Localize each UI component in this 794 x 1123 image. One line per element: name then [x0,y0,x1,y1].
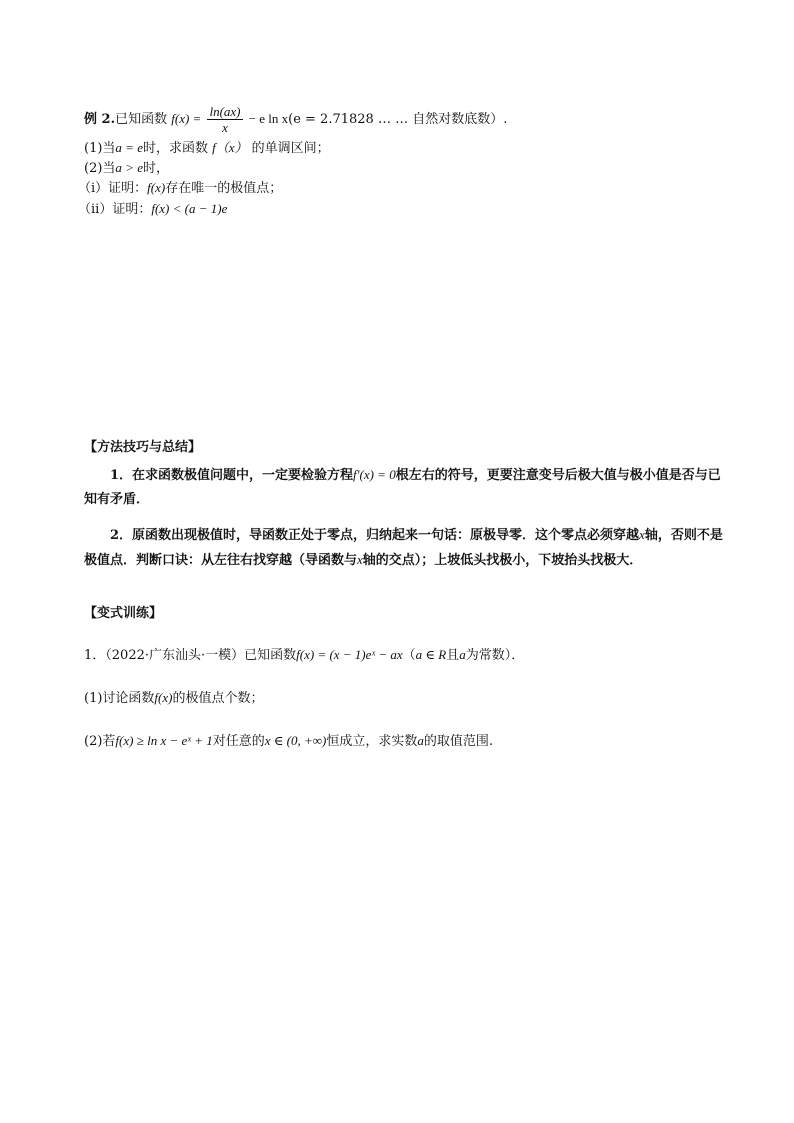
variant-question-2 [84,731,493,752]
q1-function: f（x） [212,140,248,155]
variant-q2-domain: x ∈ (0, +∞) [264,733,327,748]
sub2-prefix: （ii）证明： [78,202,152,217]
sub1-end: 存在唯一的极值点； [165,181,283,196]
fraction-numerator: ln(ax) [209,104,241,119]
question-2 [84,158,169,179]
q2-condition: a > e [115,160,143,175]
variant-q1-function: f(x) [154,690,173,705]
variant-a-var: a [459,647,466,662]
summary-heading: 【方法技巧与总结】 [84,440,202,455]
variant-function: f(x) = (x − 1)eˣ − ax [296,647,403,662]
variant-condition: a ∈ R [415,647,447,662]
fraction [207,104,242,135]
sub-question-i [78,178,282,199]
summary-p2-a: 2．原函数出现极值时，导函数正处于零点，归纳起来一句话：原极导零．这个零点必须穿越 [110,528,640,543]
x-axis-var-1: x [639,527,645,542]
variant-q2-a-var: a [417,733,424,748]
x-axis-var-2: x [357,552,363,567]
q1-prefix: (1)当 [84,141,116,156]
example-title-line [84,104,507,135]
summary-p2-c: 轴的交点）；上坡低头找极小，下坡抬头找极大． [362,553,643,568]
variant-problem-1 [84,645,524,666]
variant-p1-d: 为常数）． [465,648,525,663]
variant-q1-a: (1)讨论函数 [84,691,155,706]
fraction-denominator: x [222,120,228,135]
sub2-inequality: f(x) < (a − 1)e [151,201,228,216]
variant-q1-b: 的极值点个数； [172,691,264,706]
summary-p1-a: 1．在求函数极值问题中，一定要检验方程 [110,468,354,483]
minus-term: − e ln x [248,111,289,126]
summary-p1-b: 根左右的符号，更要注意变号后极大值与极小值是否与已知有矛盾． [84,468,721,507]
sub1-prefix: （i）证明： [78,181,148,196]
variant-q2-c: 恒成立，求实数 [326,734,418,749]
variant-q2-a: (2)若 [84,734,116,749]
question-1 [84,138,330,159]
q1-condition: a = e [115,140,143,155]
variant-heading: 【变式训练】 [84,606,163,621]
derivative-equation: f′(x) = 0 [353,467,396,482]
variant-p1-b: （ [402,648,416,663]
q2-prefix: (2)当 [84,161,116,176]
variant-q2-b: 对任意的 [212,734,265,749]
variant-p1-a: 1．（2022·广东汕头·一模）已知函数 [84,648,297,663]
summary-paragraph-1 [84,463,724,512]
variant-q2-inequality: f(x) ≥ ln x − eˣ + 1 [115,733,213,748]
sub-question-ii [78,199,227,220]
variant-p1-c: 且 [446,648,460,663]
variant-q2-d: 的取值范围. [423,734,493,749]
summary-paragraph-2 [84,523,724,573]
q1-mid: 时，求函数 [142,141,208,156]
q1-end: 的单调区间； [251,141,330,156]
e-definition: (e = 2.71828 … … 自然对数底数）. [288,112,508,127]
sub1-function: f(x) [147,180,166,195]
variant-question-1 [84,688,263,709]
q2-end: 时， [142,161,169,176]
example-label: 例 2. [84,112,116,127]
example-intro: 已知函数 [115,112,168,127]
fx-expr: f(x) = [171,111,202,126]
summary-p2-b: 轴，否则不是极值点．判断口诀：从左往右找穿越（导函数与 [84,528,723,568]
